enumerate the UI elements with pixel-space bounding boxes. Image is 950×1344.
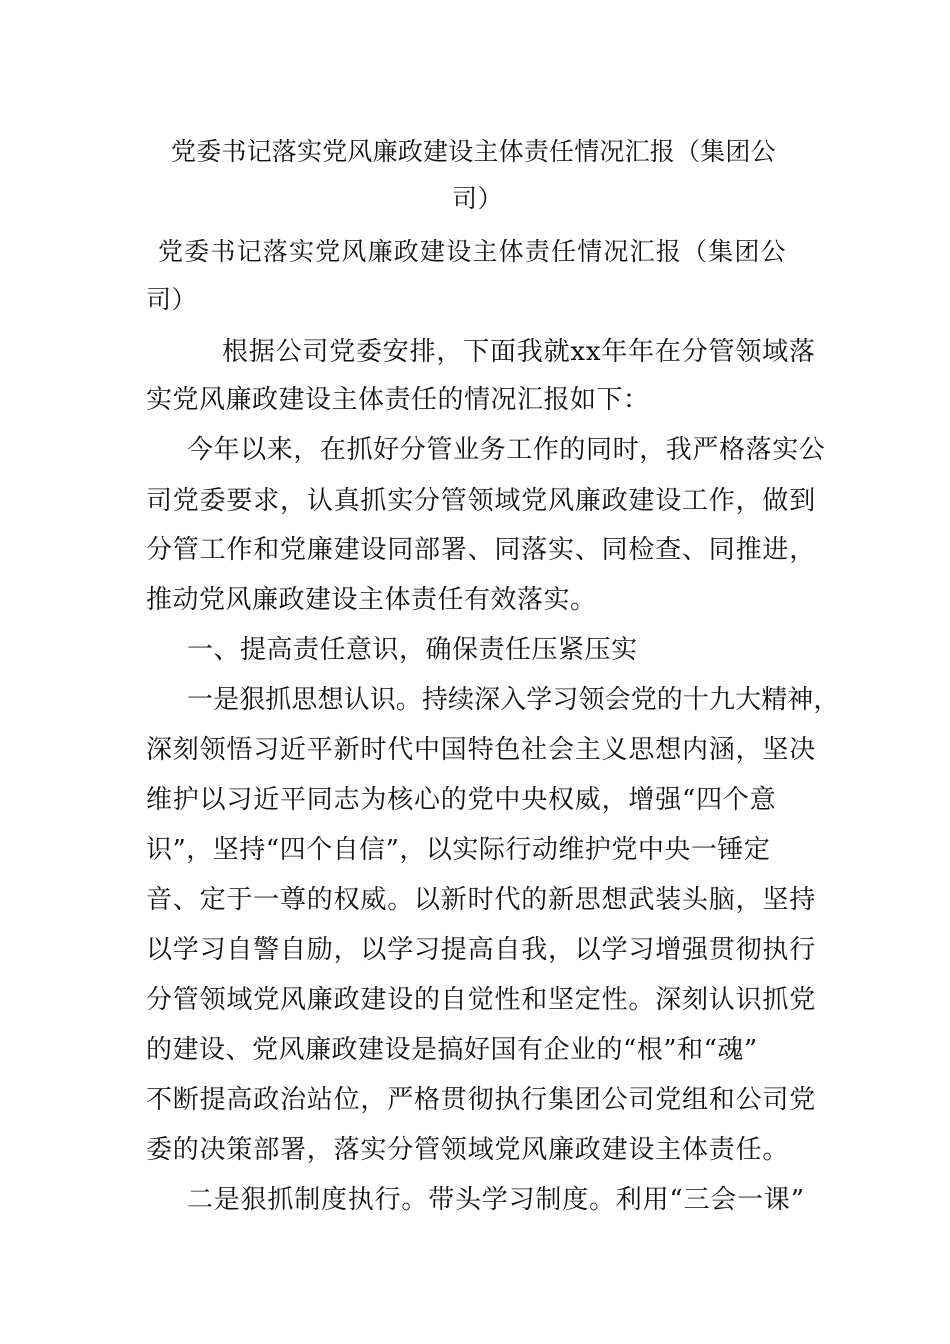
body-line: 以学习自警自励，以学习提高自我，以学习增强贯彻执行 [146,935,817,965]
body-line: 识”，坚持“四个自信”，以实际行动维护党中央一锤定 [146,835,771,865]
body-line: 音、定于一尊的权威。以新时代的新思想武装头脑，坚持 [146,885,817,915]
body-line: 委的决策部署，落实分管领域党风廉政建设主体责任。 [146,1135,790,1165]
body-line: 维护以习近平同志为核心的党中央权威，增强“四个意 [146,785,777,815]
document-title-line-2: 司） [452,184,504,213]
body-line: 今年以来，在抓好分管业务工作的同时，我严格落实公 [187,435,826,465]
body-line: 分管工作和党廉建设同部署、同落实、同检查、同推进， [146,535,817,565]
section-heading: 一、提高责任意识，确保责任压紧压实 [187,635,638,665]
body-line: 二是狠抓制度执行。带头学习制度。利用“三会一课” [187,1185,805,1215]
document-subtitle-line-2: 司） [146,285,198,314]
body-line: 的建设、党风廉政建设是搞好国有企业的“根”和“魂” [146,1035,758,1065]
document-subtitle-line-1: 党委书记落实党风廉政建设主体责任情况汇报（集团公 [158,237,787,266]
body-line: 推动党风廉政建设主体责任有效落实。 [146,585,597,615]
body-line: 实党风廉政建设主体责任的情况汇报如下： [146,385,650,415]
body-line: 不断提高政治站位，严格贯彻执行集团公司党组和公司党 [146,1085,817,1115]
body-line: 一是狠抓思想认识。持续深入学习领会党的十九大精神， [187,685,840,715]
document-title-line-1: 党委书记落实党风廉政建设主体责任情况汇报（集团公 [171,137,776,166]
body-line: 根据公司党委安排，下面我就xx年年在分管领域落 [222,337,816,367]
body-line: 司党委要求，认真抓实分管领域党风廉政建设工作，做到 [146,486,817,516]
body-line: 分管领域党风廉政建设的自觉性和坚定性。深刻认识抓党 [146,985,817,1015]
body-line: 深刻领悟习近平新时代中国特色社会主义思想内涵，坚决 [146,735,817,765]
